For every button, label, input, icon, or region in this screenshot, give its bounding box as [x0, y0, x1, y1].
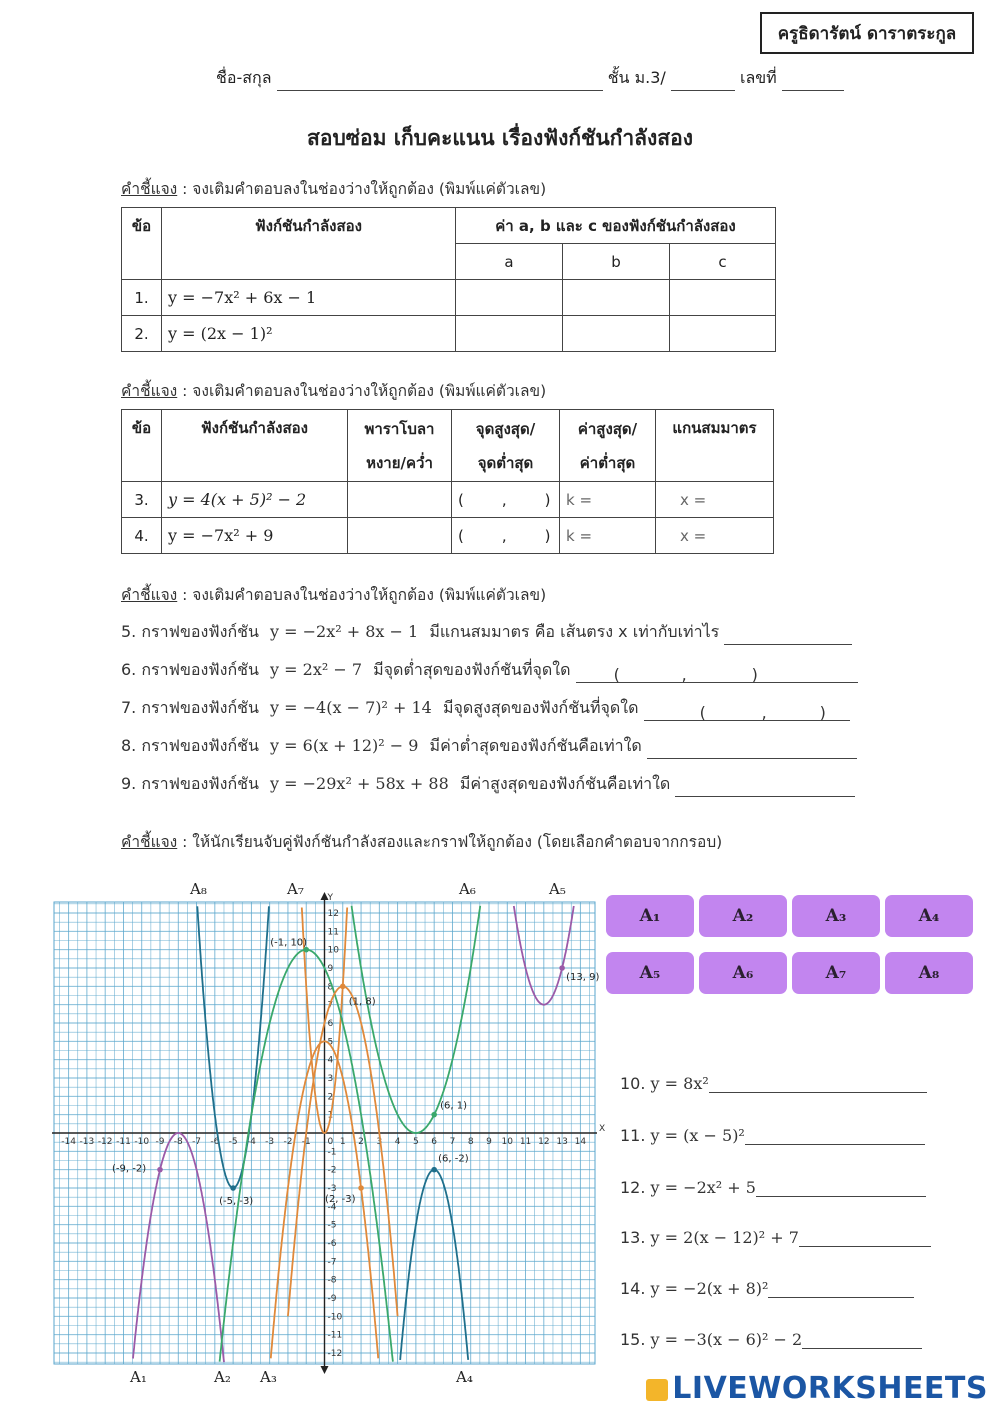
y-tick-label: 7: [327, 1000, 334, 1011]
match-function: y = (x − 5)²: [650, 1126, 745, 1145]
curve-label-a1: A₁: [130, 1368, 147, 1386]
y-tick-label: -5: [327, 1220, 337, 1231]
y-tick-label: 4: [327, 1055, 334, 1066]
y-tick-label: 2: [327, 1092, 334, 1103]
col-function: ฟังก์ชันกำลังสอง: [162, 208, 456, 280]
teacher-name: ครูธิดารัตน์ ดาราตระกูล: [777, 23, 957, 44]
point-label: (-1, 10): [270, 937, 308, 949]
graph-point: [431, 1167, 437, 1173]
instruction-text: : จงเติมคำตอบลงในช่องว่างให้ถูกต้อง (พิมพ์แค่ตัวเลข): [177, 180, 547, 198]
comma: ,: [501, 490, 507, 509]
answer-a-1[interactable]: [456, 280, 563, 316]
row-function: y = −7x² + 6x − 1: [162, 280, 456, 316]
match-drop-15[interactable]: [802, 1332, 922, 1349]
table-vertex: [121, 409, 774, 554]
y-tick-label: -9: [327, 1294, 337, 1304]
question-7: [121, 696, 850, 721]
x-tick-label: -8: [173, 1137, 183, 1147]
answer-k-3[interactable]: [560, 482, 656, 518]
match-item-10: [620, 1074, 927, 1093]
col-parabola: [348, 410, 452, 482]
match-function: y = −2(x + 8)²: [650, 1279, 769, 1298]
x-tick-label: 6: [431, 1137, 438, 1147]
graph-point: [559, 965, 565, 971]
question-prefix: 8. กราฟของฟังก์ชัน: [121, 736, 259, 755]
curve-label-a8: A₈: [190, 880, 207, 898]
instruction-word: คำชี้แจง: [121, 180, 178, 198]
graph-point: [340, 984, 346, 990]
x-tick-label: -3: [265, 1137, 275, 1147]
match-item-14: [620, 1279, 914, 1298]
x-tick-label: 4: [394, 1137, 401, 1147]
graph-point: [230, 1185, 236, 1191]
x-tick-label: 11: [519, 1137, 532, 1147]
question-text: มีค่าสูงสุดของฟังก์ชันคือเท่าใด: [459, 774, 671, 793]
answer-c-1[interactable]: [670, 280, 776, 316]
answer-vertex-4[interactable]: [452, 518, 560, 554]
answer-input-8[interactable]: [647, 742, 857, 759]
number-label: เลขที่: [739, 68, 777, 87]
name-line: [216, 66, 844, 91]
col-function: ฟังก์ชันกำลังสอง: [162, 410, 348, 482]
y-tick-label: 8: [327, 982, 334, 993]
row-no: 3.: [122, 482, 162, 518]
answer-axis-3[interactable]: [656, 482, 774, 518]
table-row: [122, 316, 776, 352]
paren-open: (: [458, 490, 464, 509]
point-label: (6, -2): [438, 1153, 469, 1165]
table-row: [122, 518, 774, 554]
question-function: y = −29x² + 58x + 88: [270, 774, 449, 793]
answer-a-2[interactable]: [456, 316, 563, 352]
comma: ,: [761, 703, 767, 722]
logo-text: LIVEWORKSHEETS: [672, 1371, 988, 1406]
question-prefix: 9. กราฟของฟังก์ชัน: [121, 774, 259, 793]
x-tick-label: -6: [210, 1137, 220, 1147]
col-parabola-2: หงาย/คว่ำ: [366, 453, 433, 472]
x-tick-label: -10: [134, 1137, 150, 1147]
question-9: [121, 772, 855, 797]
question-prefix: 5. กราฟของฟังก์ชัน: [121, 622, 259, 641]
col-value-2: ค่าต่ำสุด: [579, 453, 636, 472]
question-prefix: 7. กราฟของฟังก์ชัน: [121, 698, 259, 717]
x-tick-label: -9: [155, 1137, 165, 1147]
point-label: (-5, -3): [219, 1196, 254, 1207]
match-item-13: [620, 1228, 931, 1247]
answer-k-4[interactable]: [560, 518, 656, 554]
instruction-word: คำชี้แจง: [121, 382, 178, 400]
y-tick-label: 10: [327, 945, 339, 956]
col-vertex-1: จุดสูงสุด/: [475, 419, 536, 438]
col-c: c: [670, 244, 776, 280]
instruction-1: [121, 176, 546, 201]
instruction-text: : จงเติมคำตอบลงในช่องว่างให้ถูกต้อง (พิมพ์แค่ตัวเลข): [177, 382, 547, 400]
answer-button-a1[interactable]: A₁: [606, 895, 694, 937]
row-function: y = −7x² + 9: [162, 518, 348, 554]
match-no: 10.: [620, 1074, 646, 1093]
x-tick-label: 13: [556, 1137, 568, 1147]
col-no: ข้อ: [122, 208, 162, 280]
question-function: y = −2x² + 8x − 1: [270, 622, 419, 641]
answer-button-a2[interactable]: A₂: [699, 895, 787, 937]
match-item-15: [620, 1330, 922, 1349]
point-label: (2, -3): [325, 1194, 356, 1205]
graph-point: [157, 1167, 163, 1173]
paren-close: ): [544, 526, 551, 545]
point-label: (6, 1): [440, 1100, 468, 1112]
x-tick-label: -12: [97, 1137, 113, 1147]
question-text: มีจุดต่ำสุดของฟังก์ชันที่จุดใด: [373, 660, 571, 679]
paren-open: (: [458, 526, 464, 545]
answer-input-5[interactable]: [724, 628, 852, 645]
row-function: y = 4(x + 5)² − 2: [162, 482, 348, 518]
class-input[interactable]: [671, 74, 735, 91]
paren-close: ): [819, 703, 826, 722]
paren-close: ): [544, 490, 551, 509]
y-tick-label: -11: [327, 1330, 343, 1341]
graph-point-labels: [112, 938, 599, 1207]
x-tick-label: 14: [574, 1137, 587, 1147]
row-no: 1.: [122, 280, 162, 316]
answer-c-2[interactable]: [670, 316, 776, 352]
graph-point: [431, 1112, 437, 1118]
y-tick-label: 3: [327, 1074, 334, 1084]
table-row: [122, 280, 776, 316]
logo-icon: [646, 1379, 668, 1401]
col-vertex-2: จุดต่ำสุด: [477, 453, 534, 472]
answer-button-a5[interactable]: A₅: [606, 952, 694, 994]
table-abc: [121, 207, 776, 352]
x-tick-label: 3: [376, 1137, 383, 1147]
x-tick-label: -2: [283, 1137, 293, 1147]
y-tick-label: -3: [327, 1184, 337, 1194]
curve-label-a3: A₃: [260, 1368, 277, 1386]
x-tick-label: -4: [246, 1137, 256, 1147]
k-label: k =: [566, 490, 593, 509]
x-tick-label: -13: [79, 1137, 95, 1147]
k-label: k =: [566, 526, 593, 545]
question-5: [121, 620, 852, 645]
answer-b-1[interactable]: [563, 280, 670, 316]
match-drop-11[interactable]: [745, 1128, 925, 1145]
curve-label-a2: A₂: [214, 1368, 231, 1386]
x-tick-label: -5: [228, 1137, 238, 1147]
paren-open: (: [613, 665, 620, 684]
instruction-text: : ให้นักเรียนจับคู่ฟังก์ชันกำลังสองและกราฟให้ถูกต้อง (โดยเลือกคำตอบจากกรอบ): [177, 833, 723, 851]
x-tick-label: 2: [358, 1137, 364, 1147]
col-a: a: [456, 244, 563, 280]
class-label: ชั้น ม.3/: [607, 68, 666, 87]
match-drop-14[interactable]: [768, 1281, 914, 1298]
answer-input-9[interactable]: [675, 780, 855, 797]
x-label: x =: [680, 490, 707, 509]
col-abc: ค่า a, b และ c ของฟังก์ชันกำลังสอง: [456, 208, 776, 244]
col-axis: แกนสมมาตร: [656, 410, 774, 482]
y-tick-label: 11: [327, 927, 339, 938]
parabola-graph: [50, 874, 606, 1394]
question-text: มีจุดสูงสุดของฟังก์ชันที่จุดใด: [442, 698, 639, 717]
y-tick-label: -7: [327, 1257, 337, 1268]
answer-input-7[interactable]: [644, 704, 850, 721]
col-b: b: [563, 244, 670, 280]
match-drop-10[interactable]: [709, 1076, 927, 1093]
match-no: 15.: [620, 1330, 646, 1349]
match-function: y = −2x² + 5: [650, 1178, 756, 1197]
match-function: y = −3(x − 6)² − 2: [650, 1330, 803, 1349]
x-tick-label: 12: [538, 1137, 550, 1147]
curve-label-a6: A₆: [459, 880, 476, 898]
teacher-name-box: [760, 12, 974, 54]
name-label: ชื่อ-สกุล: [216, 68, 272, 87]
paren-open: (: [699, 703, 706, 722]
x-tick-label: 8: [467, 1137, 474, 1147]
answer-button-a7[interactable]: A₇: [792, 952, 880, 994]
answer-button-a8[interactable]: A₈: [885, 952, 973, 994]
x-axis-label: X: [599, 1124, 606, 1134]
number-input[interactable]: [782, 74, 844, 91]
point-label: (1, 8): [348, 996, 376, 1008]
x-tick-label: -7: [192, 1137, 202, 1147]
instruction-3: [121, 582, 546, 607]
curve-label-a5: A₅: [549, 880, 566, 898]
x-tick-label: -1: [301, 1137, 311, 1147]
question-prefix: 6. กราฟของฟังก์ชัน: [121, 660, 259, 679]
y-tick-label: -6: [327, 1239, 337, 1249]
match-item-11: [620, 1126, 925, 1145]
answer-input-6[interactable]: [576, 666, 858, 683]
match-no: 13.: [620, 1228, 646, 1247]
match-no: 14.: [620, 1279, 646, 1298]
curve-label-a4: A₄: [456, 1368, 473, 1386]
paren-close: ): [751, 665, 758, 684]
x-label: x =: [680, 526, 707, 545]
col-value-1: ค่าสูงสุด/: [577, 419, 638, 438]
y-tick-label: -12: [327, 1349, 343, 1359]
col-value: [560, 410, 656, 482]
x-tick-label: 10: [501, 1137, 513, 1147]
y-tick-label: -1: [327, 1147, 337, 1158]
point-label: (13, 9): [566, 972, 600, 983]
match-no: 11.: [620, 1126, 646, 1145]
y-tick-label: 9: [327, 964, 334, 974]
match-drop-12[interactable]: [756, 1180, 926, 1197]
y-axis-label: Y: [327, 893, 333, 903]
x-tick-label: 7: [449, 1137, 456, 1147]
match-drop-13[interactable]: [799, 1230, 931, 1247]
x-tick-label: 1: [339, 1137, 346, 1147]
table-row: [122, 482, 774, 518]
answer-button-a4[interactable]: A₄: [885, 895, 973, 937]
y-tick-label: -2: [327, 1165, 337, 1176]
instruction-text: : จงเติมคำตอบลงในช่องว่างให้ถูกต้อง (พิมพ์แค่ตัวเลข): [177, 586, 547, 604]
y-tick-label: -4: [327, 1202, 337, 1213]
y-tick-label: 12: [327, 909, 339, 919]
instruction-2: [121, 378, 546, 403]
answer-vertex-3[interactable]: [452, 482, 560, 518]
x-tick-label: -14: [61, 1137, 76, 1147]
question-function: y = −4(x − 7)² + 14: [270, 698, 432, 717]
question-6: [121, 658, 858, 683]
answer-b-2[interactable]: [563, 316, 670, 352]
col-vertex: [452, 410, 560, 482]
comma: ,: [681, 665, 687, 684]
row-no: 2.: [122, 316, 162, 352]
page-title: สอบซ่อม เก็บคะแนน เรื่องฟังก์ชันกำลังสอง: [307, 126, 693, 150]
row-function: y = (2x − 1)²: [162, 316, 456, 352]
name-input[interactable]: [277, 74, 603, 91]
y-tick-label: 5: [327, 1037, 334, 1048]
x-tick-label: -11: [116, 1137, 131, 1147]
answer-parabola-3[interactable]: [348, 482, 452, 518]
curve-label-a7: A₇: [287, 880, 304, 898]
graph-point: [358, 1185, 364, 1191]
answer-parabola-4[interactable]: [348, 518, 452, 554]
x-tick-label: 9: [486, 1137, 492, 1147]
answer-axis-4[interactable]: [656, 518, 774, 554]
match-no: 12.: [620, 1178, 646, 1197]
col-no: ข้อ: [122, 410, 162, 482]
instruction-word: คำชี้แจง: [121, 586, 178, 604]
question-text: มีแกนสมมาตร คือ เส้นตรง x เท่ากับเท่าไร: [429, 622, 720, 641]
match-item-12: [620, 1178, 926, 1197]
question-function: y = 6(x + 12)² − 9: [270, 736, 419, 755]
comma: ,: [501, 526, 507, 545]
y-tick-label: 6: [327, 1019, 334, 1029]
question-function: y = 2x² − 7: [270, 660, 363, 679]
match-function: y = 2(x − 12)² + 7: [650, 1228, 799, 1247]
y-tick-label: 1: [327, 1110, 334, 1121]
liveworksheets-logo: [646, 1371, 988, 1406]
col-parabola-1: พาราโบลา: [364, 419, 435, 438]
answer-button-a6[interactable]: A₆: [699, 952, 787, 994]
y-tick-label: -8: [327, 1275, 337, 1286]
origin-label: 0: [327, 1137, 334, 1147]
question-8: [121, 734, 857, 759]
answer-button-a3[interactable]: A₃: [792, 895, 880, 937]
question-text: มีค่าต่ำสุดของฟังก์ชันคือเท่าใด: [429, 736, 642, 755]
point-label: (-9, -2): [112, 1163, 147, 1175]
row-no: 4.: [122, 518, 162, 554]
match-function: y = 8x²: [650, 1074, 709, 1093]
y-tick-label: -10: [327, 1312, 343, 1323]
y-axis-arrow-down: [321, 1366, 329, 1374]
instruction-4: [121, 829, 722, 854]
instruction-word: คำชี้แจง: [121, 833, 178, 851]
x-tick-label: 5: [413, 1137, 419, 1147]
